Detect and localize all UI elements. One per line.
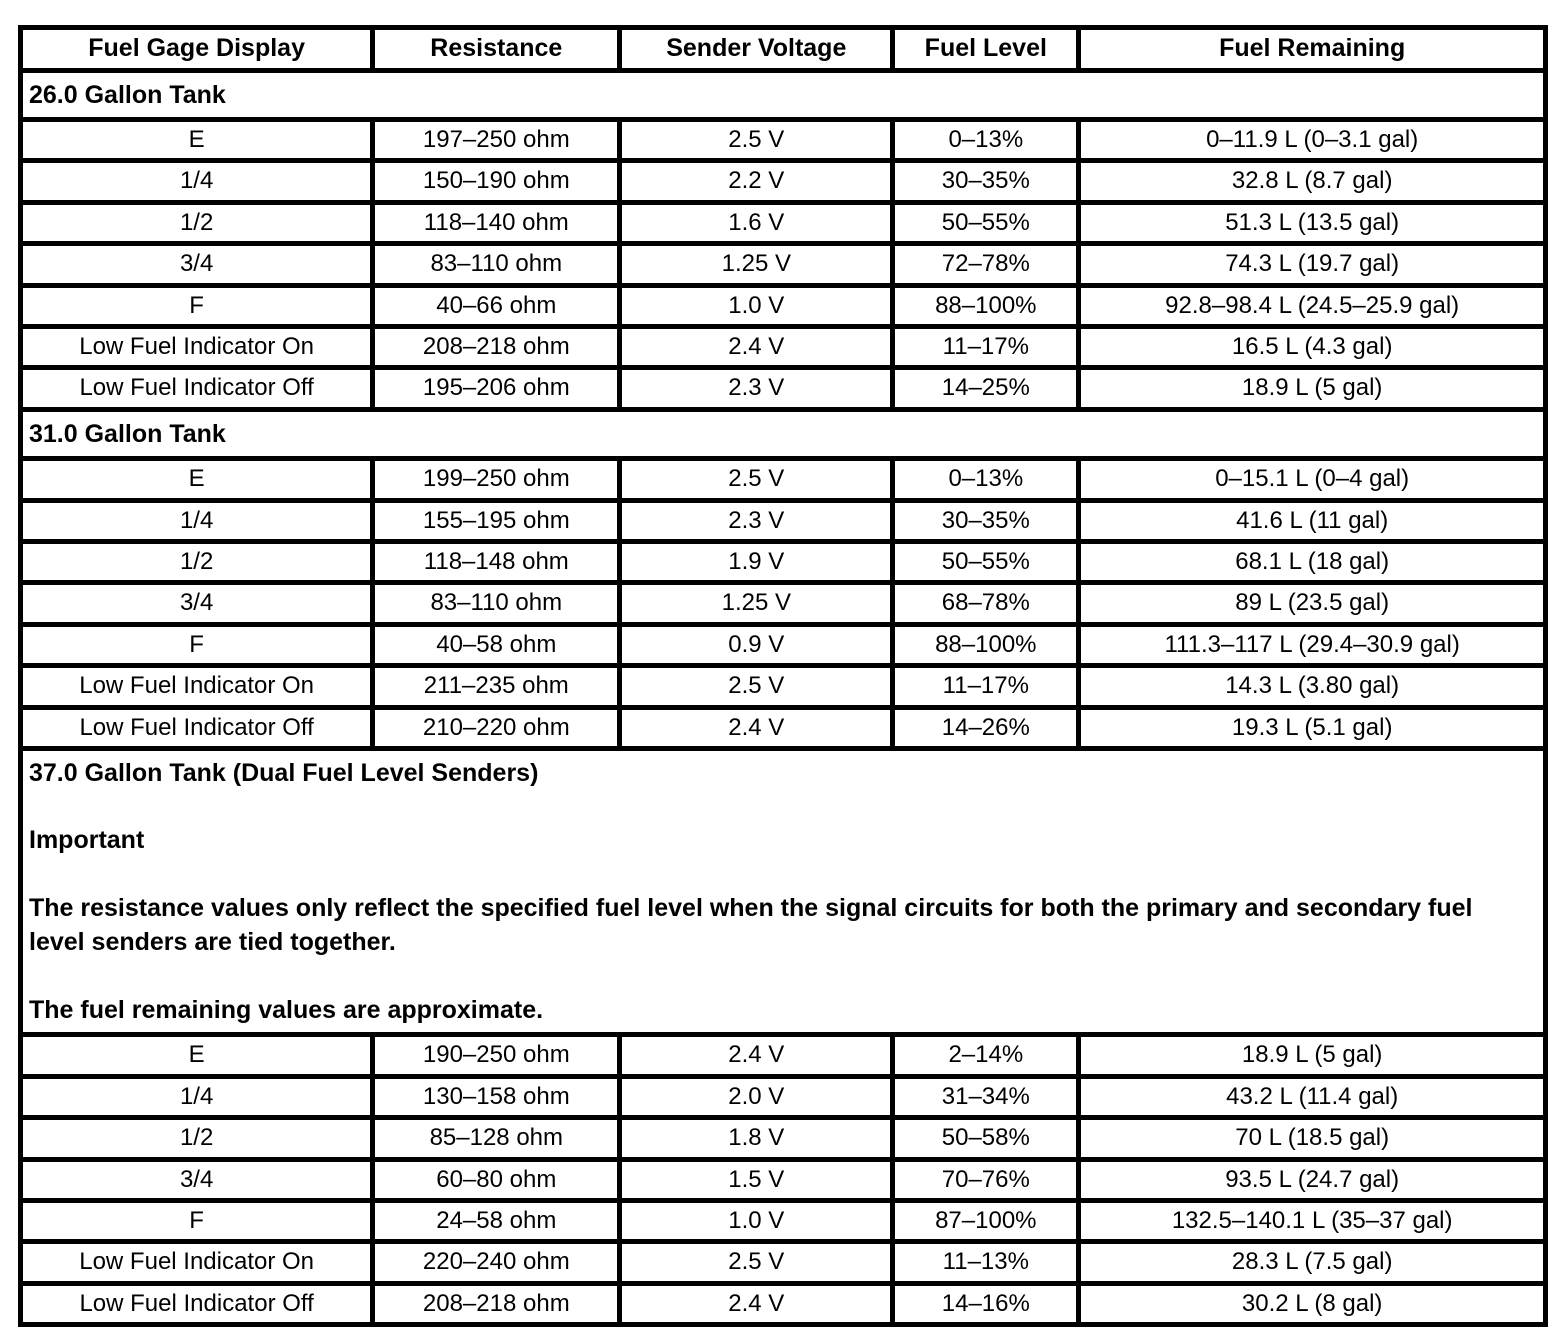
sender-voltage-cell: 2.4 V: [620, 1283, 893, 1324]
sender-voltage-cell: 1.6 V: [620, 202, 893, 243]
table-row: [21, 244, 1546, 285]
resistance-cell: 118–148 ohm: [373, 542, 620, 583]
fuel-remaining-cell: 51.3 L (13.5 gal): [1079, 202, 1546, 243]
sender-voltage-cell: 2.5 V: [620, 120, 893, 161]
sender-voltage-cell: 2.5 V: [620, 666, 893, 707]
section-note: The fuel remaining values are approximate.: [29, 995, 544, 1024]
fuel-remaining-cell: 18.9 L (5 gal): [1079, 1035, 1546, 1076]
sender-voltage-cell: 0.9 V: [620, 624, 893, 665]
resistance-cell: 220–240 ohm: [373, 1242, 620, 1283]
fuel-gage-display-cell: Low Fuel Indicator Off: [21, 1283, 373, 1324]
fuel-remaining-cell: 132.5–140.1 L (35–37 gal): [1079, 1201, 1546, 1242]
fuel-level-cell: 0–13%: [893, 120, 1079, 161]
resistance-cell: 85–128 ohm: [373, 1118, 620, 1159]
fuel-level-cell: 88–100%: [893, 624, 1079, 665]
fuel-level-cell: 14–25%: [893, 368, 1079, 409]
resistance-cell: 208–218 ohm: [373, 326, 620, 367]
sender-voltage-cell: 1.0 V: [620, 285, 893, 326]
sender-voltage-cell: 1.25 V: [620, 583, 893, 624]
fuel-gage-display-cell: Low Fuel Indicator On: [21, 666, 373, 707]
resistance-cell: 24–58 ohm: [373, 1201, 620, 1242]
fuel-level-cell: 30–35%: [893, 161, 1079, 202]
fuel-gage-display-cell: 1/2: [21, 1118, 373, 1159]
fuel-level-cell: 31–34%: [893, 1076, 1079, 1117]
resistance-cell: 150–190 ohm: [373, 161, 620, 202]
fuel-level-cell: 14–26%: [893, 707, 1079, 748]
fuel-gage-table: [18, 25, 1548, 1327]
fuel-level-cell: 14–16%: [893, 1283, 1079, 1324]
sender-voltage-cell: 2.0 V: [620, 1076, 893, 1117]
fuel-gage-display-cell: 1/4: [21, 1076, 373, 1117]
resistance-cell: 195–206 ohm: [373, 368, 620, 409]
fuel-gage-display-cell: Low Fuel Indicator Off: [21, 368, 373, 409]
fuel-gage-display-cell: E: [21, 120, 373, 161]
section-header-cell: [21, 409, 1546, 459]
resistance-cell: 210–220 ohm: [373, 707, 620, 748]
table-row: [21, 368, 1546, 409]
section-header-row: [21, 70, 1546, 120]
table-row: [21, 583, 1546, 624]
fuel-gage-display-cell: 1/2: [21, 202, 373, 243]
table-row: [21, 285, 1546, 326]
column-header-resistance: Resistance: [373, 28, 620, 71]
table-row: [21, 542, 1546, 583]
fuel-gage-display-cell: F: [21, 285, 373, 326]
fuel-gage-display-cell: Low Fuel Indicator Off: [21, 707, 373, 748]
sender-voltage-cell: 2.4 V: [620, 1035, 893, 1076]
fuel-gage-display-cell: 1/2: [21, 542, 373, 583]
fuel-remaining-cell: 93.5 L (24.7 gal): [1079, 1159, 1546, 1200]
table-row: [21, 1242, 1546, 1283]
fuel-remaining-cell: 111.3–117 L (29.4–30.9 gal): [1079, 624, 1546, 665]
fuel-remaining-cell: 74.3 L (19.7 gal): [1079, 244, 1546, 285]
table-row: [21, 120, 1546, 161]
table-row: [21, 459, 1546, 500]
sender-voltage-cell: 1.0 V: [620, 1201, 893, 1242]
table-row: [21, 1076, 1546, 1117]
table-row: [21, 202, 1546, 243]
sender-voltage-cell: 2.5 V: [620, 1242, 893, 1283]
table-row: [21, 1159, 1546, 1200]
fuel-level-cell: 88–100%: [893, 285, 1079, 326]
fuel-level-cell: 30–35%: [893, 500, 1079, 541]
fuel-gage-display-cell: F: [21, 624, 373, 665]
sender-voltage-cell: 1.25 V: [620, 244, 893, 285]
resistance-cell: 118–140 ohm: [373, 202, 620, 243]
fuel-remaining-cell: 28.3 L (7.5 gal): [1079, 1242, 1546, 1283]
fuel-remaining-cell: 0–15.1 L (0–4 gal): [1079, 459, 1546, 500]
table-row: [21, 500, 1546, 541]
fuel-remaining-cell: 70 L (18.5 gal): [1079, 1118, 1546, 1159]
resistance-cell: 40–66 ohm: [373, 285, 620, 326]
fuel-remaining-cell: 18.9 L (5 gal): [1079, 368, 1546, 409]
fuel-level-cell: 2–14%: [893, 1035, 1079, 1076]
fuel-gage-display-cell: E: [21, 1035, 373, 1076]
resistance-cell: 155–195 ohm: [373, 500, 620, 541]
fuel-remaining-cell: 89 L (23.5 gal): [1079, 583, 1546, 624]
fuel-remaining-cell: 14.3 L (3.80 gal): [1079, 666, 1546, 707]
column-header-fuel-level: Fuel Level: [893, 28, 1079, 71]
fuel-level-cell: 50–58%: [893, 1118, 1079, 1159]
column-header-fuel-gage-display: Fuel Gage Display: [21, 28, 373, 71]
fuel-remaining-cell: 30.2 L (8 gal): [1079, 1283, 1546, 1324]
column-header-sender-voltage: Sender Voltage: [620, 28, 893, 71]
sender-voltage-cell: 2.4 V: [620, 326, 893, 367]
fuel-remaining-cell: 68.1 L (18 gal): [1079, 542, 1546, 583]
sender-voltage-cell: 2.3 V: [620, 500, 893, 541]
fuel-level-cell: 11–17%: [893, 666, 1079, 707]
table-row: [21, 326, 1546, 367]
table-row: [21, 1283, 1546, 1324]
section-note: The resistance values only reflect the specified fuel level when the signal circuits for both the primary and secondary fuel level senders are tied together.: [29, 893, 1473, 957]
table-row: [21, 707, 1546, 748]
table-row: [21, 1118, 1546, 1159]
fuel-level-cell: 50–55%: [893, 542, 1079, 583]
table-body: [21, 70, 1546, 1325]
fuel-level-cell: 70–76%: [893, 1159, 1079, 1200]
resistance-cell: 190–250 ohm: [373, 1035, 620, 1076]
section-note: Important: [29, 826, 145, 855]
header-row: [21, 28, 1546, 71]
sender-voltage-cell: 1.5 V: [620, 1159, 893, 1200]
sender-voltage-cell: 2.5 V: [620, 459, 893, 500]
table-row: [21, 1201, 1546, 1242]
fuel-remaining-cell: 92.8–98.4 L (24.5–25.9 gal): [1079, 285, 1546, 326]
fuel-remaining-cell: 16.5 L (4.3 gal): [1079, 326, 1546, 367]
resistance-cell: 130–158 ohm: [373, 1076, 620, 1117]
fuel-gage-display-cell: 3/4: [21, 1159, 373, 1200]
fuel-level-cell: 11–17%: [893, 326, 1079, 367]
resistance-cell: 199–250 ohm: [373, 459, 620, 500]
fuel-gage-display-cell: 1/4: [21, 161, 373, 202]
fuel-remaining-cell: 19.3 L (5.1 gal): [1079, 707, 1546, 748]
section-header-cell: [21, 70, 1546, 120]
resistance-cell: 211–235 ohm: [373, 666, 620, 707]
fuel-gage-display-cell: 3/4: [21, 583, 373, 624]
resistance-cell: 83–110 ohm: [373, 244, 620, 285]
sender-voltage-cell: 2.2 V: [620, 161, 893, 202]
table-row: [21, 161, 1546, 202]
resistance-cell: 83–110 ohm: [373, 583, 620, 624]
table-row: [21, 666, 1546, 707]
fuel-gage-display-cell: 1/4: [21, 500, 373, 541]
fuel-gage-display-cell: E: [21, 459, 373, 500]
column-header-fuel-remaining: Fuel Remaining: [1079, 28, 1546, 71]
fuel-gage-display-cell: F: [21, 1201, 373, 1242]
section-title: 37.0 Gallon Tank (Dual Fuel Level Senders): [29, 758, 539, 787]
fuel-gage-display-cell: 3/4: [21, 244, 373, 285]
section-header-cell: [21, 748, 1546, 1035]
fuel-remaining-cell: 43.2 L (11.4 gal): [1079, 1076, 1546, 1117]
fuel-level-cell: 11–13%: [893, 1242, 1079, 1283]
resistance-cell: 60–80 ohm: [373, 1159, 620, 1200]
fuel-level-cell: 68–78%: [893, 583, 1079, 624]
fuel-gage-display-cell: Low Fuel Indicator On: [21, 326, 373, 367]
fuel-level-cell: 87–100%: [893, 1201, 1079, 1242]
fuel-remaining-cell: 32.8 L (8.7 gal): [1079, 161, 1546, 202]
table-row: [21, 624, 1546, 665]
resistance-cell: 40–58 ohm: [373, 624, 620, 665]
sender-voltage-cell: 1.8 V: [620, 1118, 893, 1159]
fuel-level-cell: 50–55%: [893, 202, 1079, 243]
section-title: 31.0 Gallon Tank: [29, 419, 226, 448]
fuel-gage-display-cell: Low Fuel Indicator On: [21, 1242, 373, 1283]
fuel-remaining-cell: 0–11.9 L (0–3.1 gal): [1079, 120, 1546, 161]
resistance-cell: 208–218 ohm: [373, 1283, 620, 1324]
section-header-row: [21, 748, 1546, 1035]
sender-voltage-cell: 1.9 V: [620, 542, 893, 583]
fuel-remaining-cell: 41.6 L (11 gal): [1079, 500, 1546, 541]
section-header-row: [21, 409, 1546, 459]
table-row: [21, 1035, 1546, 1076]
section-title: 26.0 Gallon Tank: [29, 80, 226, 109]
fuel-level-cell: 72–78%: [893, 244, 1079, 285]
sender-voltage-cell: 2.3 V: [620, 368, 893, 409]
sender-voltage-cell: 2.4 V: [620, 707, 893, 748]
resistance-cell: 197–250 ohm: [373, 120, 620, 161]
fuel-level-cell: 0–13%: [893, 459, 1079, 500]
